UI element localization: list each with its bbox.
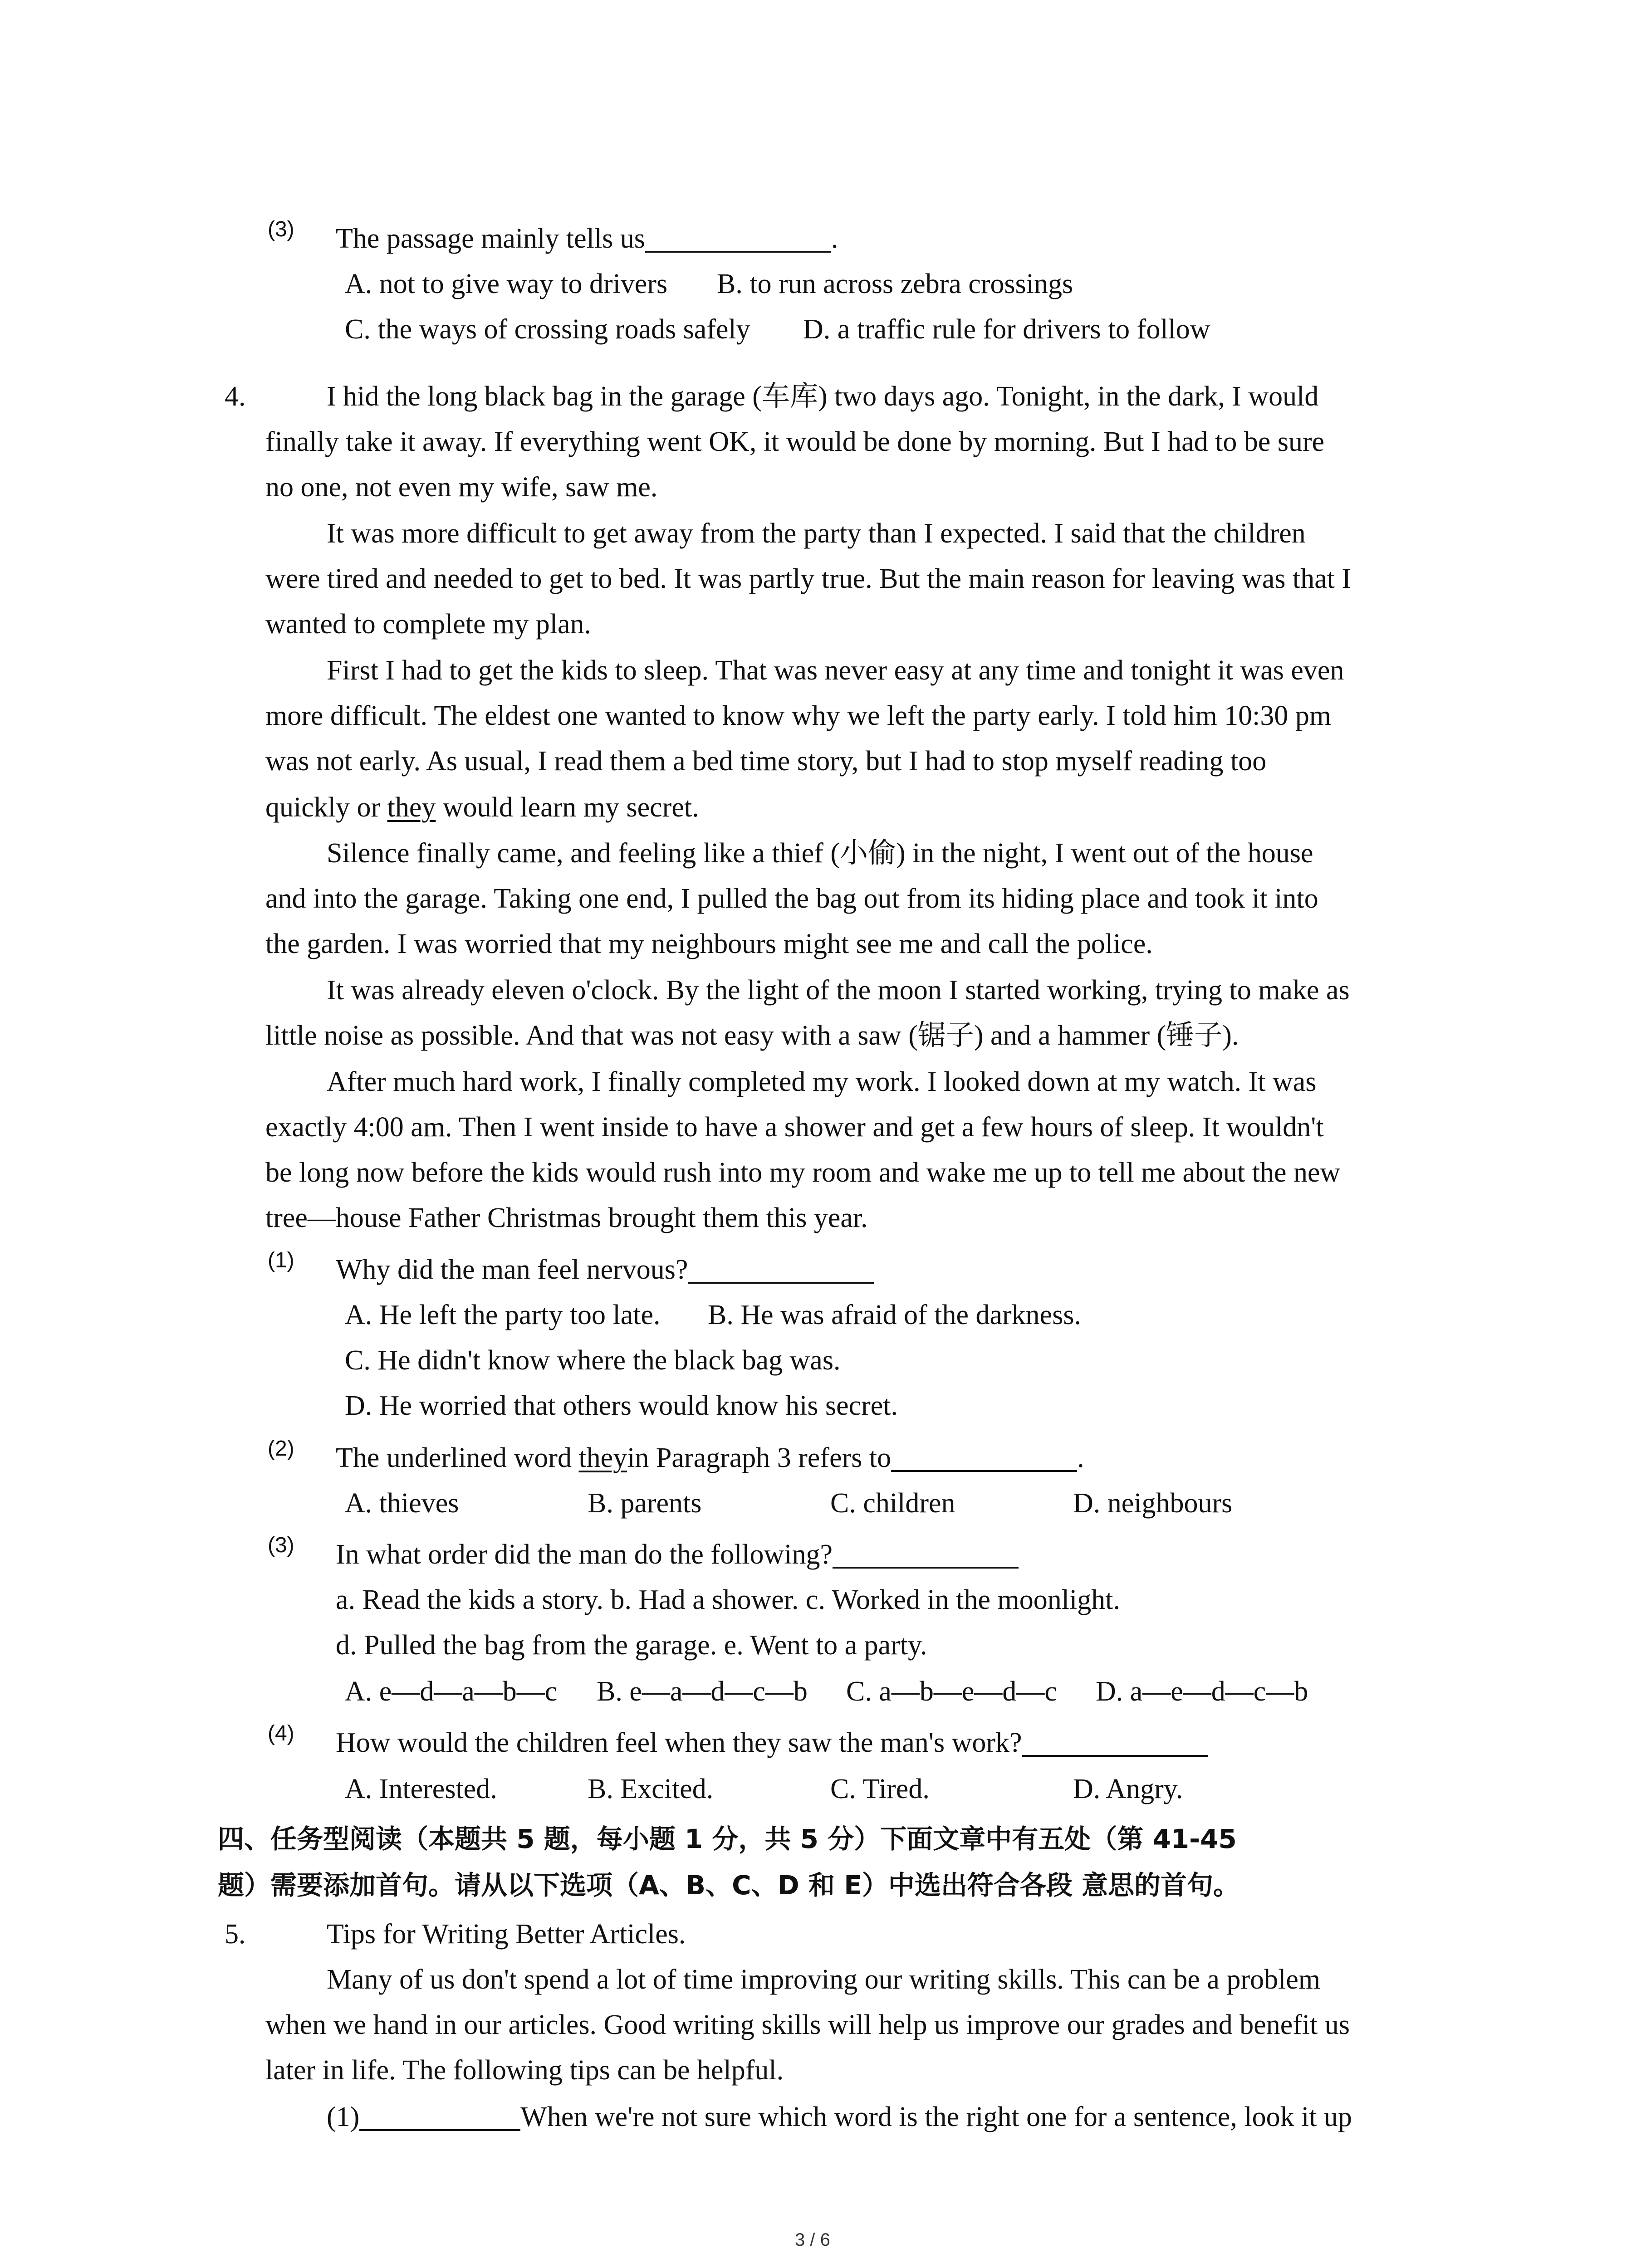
passage-line: (1) When we're not sure which word is the right one for a sentence, look it up — [327, 2102, 1352, 2132]
option-a: A. Interested. — [345, 1774, 497, 1804]
passage-line: finally take it away. If everything went OK, it would be done by morning. But I had to be sure — [265, 426, 1325, 457]
option-a: A. thieves — [345, 1488, 459, 1519]
answer-blank — [359, 2104, 520, 2131]
option-c: C. the ways of crossing roads safely — [345, 314, 750, 345]
page-number: 3 / 6 — [795, 2230, 830, 2250]
section-heading: 题）需要添加首句。请从以下选项（A、B、C、D 和 E）中选出符合各段 意思的首句。 — [218, 1870, 1240, 1901]
passage-title: Tips for Writing Better Articles. — [327, 1919, 686, 1950]
answer-blank — [891, 1445, 1077, 1472]
option-d: D. a traffic rule for drivers to follow — [803, 314, 1210, 345]
option-c: C. a—b—e—d—c — [846, 1676, 1057, 1707]
order-items: d. Pulled the bag from the garage. e. Went to a party. — [336, 1630, 927, 1661]
question-label: (3) — [268, 1533, 294, 1557]
answer-blank — [833, 1541, 1019, 1569]
option-d: D. neighbours — [1073, 1488, 1233, 1519]
passage-number: 4. — [225, 381, 246, 412]
question-label: (4) — [268, 1721, 294, 1745]
question-stem: Why did the man feel nervous? — [336, 1256, 874, 1284]
answer-blank — [645, 225, 831, 253]
option-b: B. Excited. — [588, 1774, 714, 1804]
question-label: (1) — [268, 1248, 294, 1272]
underlined-word: they — [387, 792, 436, 823]
passage-line: I hid the long black bag in the garage (车库) two days ago. Tonight, in the dark, I would — [327, 381, 1319, 412]
passage-number: 5. — [225, 1919, 246, 1950]
passage-line: and into the garage. Taking one end, I pulled the bag out from its hiding place and took it into — [265, 883, 1318, 914]
passage-line: the garden. I was worried that my neighbours might see me and call the police. — [265, 929, 1153, 959]
passage-line: After much hard work, I finally completed my work. I looked down at my watch. It was — [327, 1066, 1317, 1097]
option-a: A. He left the party too late. — [345, 1300, 661, 1330]
question-label: (3) — [268, 217, 294, 241]
answer-blank — [1022, 1730, 1208, 1757]
passage-line: was not early. As usual, I read them a bed time story, but I had to stop myself reading too — [265, 746, 1267, 777]
option-c: C. children — [830, 1488, 955, 1519]
passage-line: Silence finally came, and feeling like a thief (小偷) in the night, I went out of the house — [327, 838, 1313, 869]
question-stem: The passage mainly tells us . — [336, 223, 838, 254]
option-c: C. Tired. — [830, 1774, 930, 1804]
blank-label: (1) — [327, 2102, 360, 2132]
option-b: B. e—a—d—c—b — [597, 1676, 808, 1707]
section-heading: 四、任务型阅读（本题共 5 题，每小题 1 分，共 5 分）下面文章中有五处（第 41-45 — [218, 1823, 1237, 1854]
question-stem: The underlined word theyin Paragraph 3 refers to . — [336, 1442, 1084, 1473]
passage-line: tree—house Father Christmas brought them this year. — [265, 1202, 868, 1233]
option-b: B. to run across zebra crossings — [717, 269, 1073, 299]
order-items: a. Read the kids a story. b. Had a shower. c. Worked in the moonlight. — [336, 1584, 1120, 1615]
option-d: D. a—e—d—c—b — [1096, 1676, 1308, 1707]
passage-line: First I had to get the kids to sleep. That was never easy at any time and tonight it was even — [327, 655, 1344, 686]
passage-line: quickly or they would learn my secret. — [265, 792, 699, 823]
underlined-word: they — [578, 1442, 627, 1473]
option-a: A. e—d—a—b—c — [345, 1676, 558, 1707]
passage-line: be long now before the kids would rush into my room and wake me up to tell me about the new — [265, 1157, 1341, 1188]
passage-line: when we hand in our articles. Good writing skills will help us improve our grades and benefit us — [265, 2009, 1350, 2040]
option-b: B. parents — [588, 1488, 702, 1519]
passage-line: It was already eleven o'clock. By the light of the moon I started working, trying to make as — [327, 975, 1350, 1006]
question-stem: How would the children feel when they saw the man's work? — [336, 1729, 1208, 1757]
option-d: D. He worried that others would know his secret. — [345, 1390, 898, 1421]
option-a: A. not to give way to drivers — [345, 269, 668, 299]
passage-line: little noise as possible. And that was not easy with a saw (锯子) and a hammer (锤子). — [265, 1020, 1239, 1051]
passage-line: were tired and needed to get to bed. It was partly true. But the main reason for leaving was that I — [265, 563, 1352, 594]
passage-line: It was more difficult to get away from the party than I expected. I said that the children — [327, 518, 1306, 549]
question-label: (2) — [268, 1437, 294, 1461]
answer-blank — [688, 1256, 874, 1284]
passage-line: wanted to complete my plan. — [265, 609, 591, 640]
option-b: B. He was afraid of the darkness. — [708, 1300, 1081, 1330]
passage-line: later in life. The following tips can be helpful. — [265, 2055, 784, 2086]
passage-line: no one, not even my wife, saw me. — [265, 472, 658, 503]
passage-line: more difficult. The eldest one wanted to know why we left the party early. I told him 10:30 pm — [265, 700, 1332, 731]
passage-line: Many of us don't spend a lot of time improving our writing skills. This can be a problem — [327, 1964, 1321, 1995]
option-d: D. Angry. — [1073, 1774, 1183, 1804]
option-c: C. He didn't know where the black bag was. — [345, 1345, 841, 1376]
passage-line: exactly 4:00 am. Then I went inside to have a shower and get a few hours of sleep. It wouldn't — [265, 1112, 1324, 1143]
question-stem: In what order did the man do the following? — [336, 1540, 1019, 1569]
